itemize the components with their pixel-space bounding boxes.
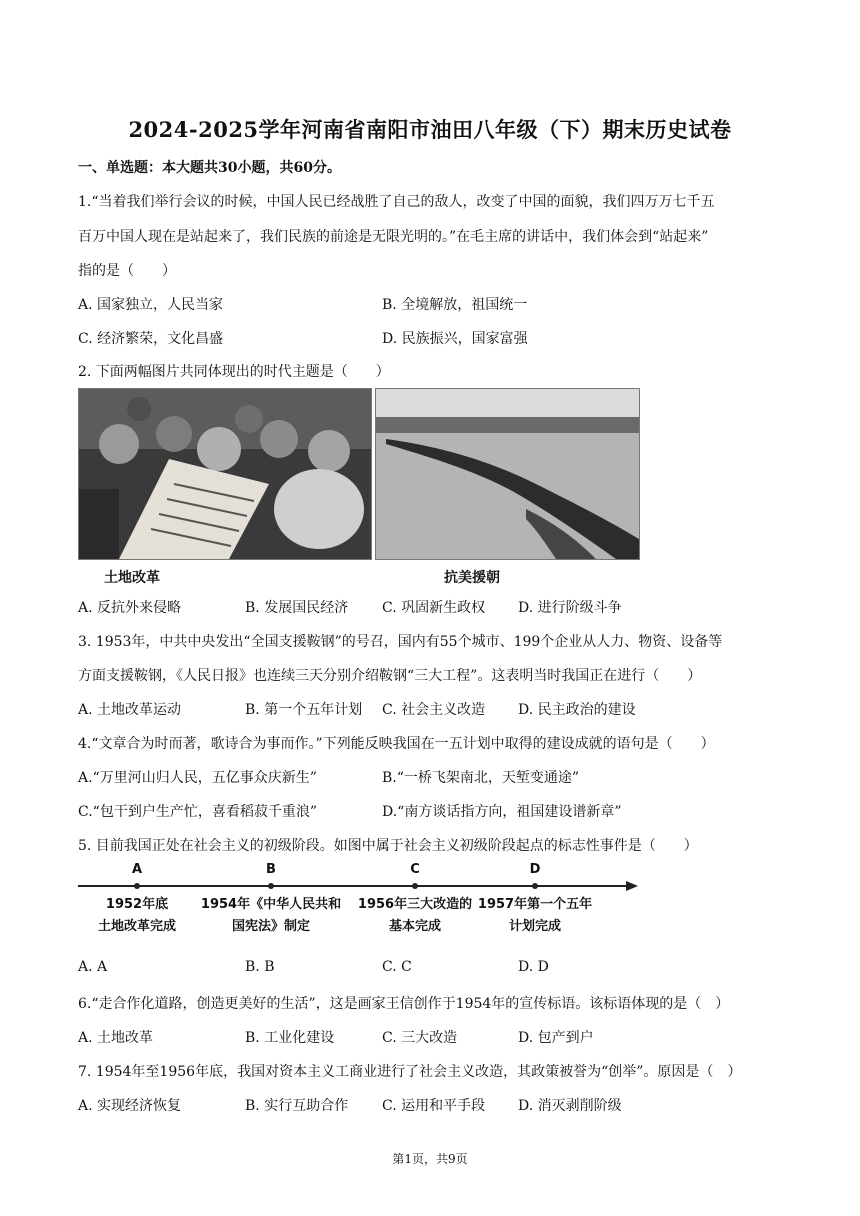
q5-option-b[interactable]: B. B xyxy=(245,959,275,975)
q4-line-1: 4.“文章合为时而著，歌诗合为事而作。”下列能反映我国在一五计划中取得的建设成就的语句是（ ） xyxy=(78,736,715,752)
timeline-letter-d: D xyxy=(529,862,541,877)
page-footer: 第1页，共9页 xyxy=(392,1152,468,1166)
q5-option-d[interactable]: D. D xyxy=(518,959,549,975)
q6-option-c[interactable]: C. 三大改造 xyxy=(382,1030,458,1046)
q2-option-d[interactable]: D. 进行阶级斗争 xyxy=(518,600,622,616)
q1-option-a[interactable]: A. 国家独立，人民当家 xyxy=(78,297,224,313)
q6-line-1: 6.“走合作化道路，创造更美好的生活”，这是画家王信创作于1954年的宣传标语。该标语体现的是（ ） xyxy=(78,996,730,1012)
q3-option-d[interactable]: D. 民主政治的建设 xyxy=(518,702,636,718)
q3-line-1: 3. 1953年，中共中央发出“全国支援鞍钢”的号召，国内有55个城市、199个企业从人力、物资、设备等 xyxy=(78,634,723,650)
timeline-letter-c: C xyxy=(410,862,420,877)
q4-option-c[interactable]: C.“包干到户生产忙，喜看稻菽千重浪” xyxy=(78,804,317,820)
q2-option-b[interactable]: B. 发展国民经济 xyxy=(245,600,349,616)
q6-option-b[interactable]: B. 工业化建设 xyxy=(245,1030,335,1046)
q1-line-2: 百万中国人现在是站起来了，我们民族的前途是无限光明的。”在毛主席的讲话中，我们体会到“站起来” xyxy=(78,229,709,245)
timeline-event-c-line1: 1956年三大改造的 xyxy=(357,897,473,912)
q7-option-a[interactable]: A. 实现经济恢复 xyxy=(78,1098,182,1114)
timeline-event-a-line1: 1952年底 xyxy=(105,897,169,912)
q7-option-d[interactable]: D. 消灭剥削阶级 xyxy=(518,1098,622,1114)
land-reform-photo-image xyxy=(79,389,371,559)
q7-line-1: 7. 1954年至1956年底，我国对资本主义工商业进行了社会主义改造，其政策被誉为“创举”。原因是（ ） xyxy=(78,1064,742,1080)
q1-option-c[interactable]: C. 经济繁荣，文化昌盛 xyxy=(78,331,224,347)
q6-options-row xyxy=(78,1027,784,1047)
section-heading: 一、单选题：本大题共30小题，共60分。 xyxy=(78,160,341,176)
q4-option-d[interactable]: D.“南方谈话指方向，祖国建设谱新章” xyxy=(382,804,622,820)
q4-options-row-1 xyxy=(78,767,784,787)
q1-options-row-2 xyxy=(78,328,784,348)
q1-options-row-1 xyxy=(78,294,784,314)
timeline-event-a-line2: 土地改革完成 xyxy=(97,919,177,934)
q4-option-a[interactable]: A.“万里河山归人民，五亿事众庆新生” xyxy=(78,770,317,786)
q5-option-a[interactable]: A. A xyxy=(78,959,108,975)
timeline-event-b-line2: 国宪法》制定 xyxy=(231,919,310,934)
q2-option-c[interactable]: C. 巩固新生政权 xyxy=(382,600,486,616)
korean-war-photo xyxy=(375,388,640,560)
q3-line-2: 方面支援鞍钢，《人民日报》也连续三天分别介绍鞍钢“三大工程”。这表明当时我国正在进行（ ） xyxy=(78,668,702,684)
timeline-letter-b: B xyxy=(266,862,276,877)
timeline-event-b xyxy=(201,894,341,938)
q3-option-b[interactable]: B. 第一个五年计划 xyxy=(245,702,363,718)
q5-options-row xyxy=(78,959,784,979)
caption-land-reform: 土地改革 xyxy=(104,570,160,586)
q7-options-row xyxy=(78,1095,784,1115)
q5-option-c[interactable]: C. C xyxy=(382,959,412,975)
q4-option-b[interactable]: B.“一桥飞架南北，天堑变通途” xyxy=(382,770,580,786)
timeline-event-d-line1: 1957年第一个五年 xyxy=(477,897,593,912)
timeline-event-c xyxy=(358,894,472,938)
exam-title: 2024-2025学年河南省南阳市油田八年级（下）期末历史试卷 xyxy=(128,117,732,142)
q1-line-1: 1.“当着我们举行会议的时候，中国人民已经战胜了自己的敌人，改变了中国的面貌，我们四万万七千五 xyxy=(78,194,715,210)
q3-option-a[interactable]: A. 土地改革运动 xyxy=(78,702,182,718)
q7-option-c[interactable]: C. 运用和平手段 xyxy=(382,1098,486,1114)
q6-option-d[interactable]: D. 包产到户 xyxy=(518,1030,594,1046)
q1-option-d[interactable]: D. 民族振兴，国家富强 xyxy=(382,331,528,347)
q4-options-row-2 xyxy=(78,801,784,821)
q3-option-c[interactable]: C. 社会主义改造 xyxy=(382,702,486,718)
timeline-letter-a: A xyxy=(131,862,143,877)
q7-option-b[interactable]: B. 实行互助合作 xyxy=(245,1098,349,1114)
q2-options-row xyxy=(78,597,784,617)
timeline-event-d-line2: 计划完成 xyxy=(508,919,561,934)
timeline-event-d xyxy=(478,894,592,938)
timeline-diagram xyxy=(78,862,648,952)
korean-war-photo-image xyxy=(376,389,639,559)
q3-options-row xyxy=(78,699,784,719)
caption-korean-war: 抗美援朝 xyxy=(444,570,500,586)
q1-option-b[interactable]: B. 全境解放，祖国统一 xyxy=(382,297,528,313)
q2-line-1: 2. 下面两幅图片共同体现出的时代主题是（ ） xyxy=(78,364,390,380)
q6-option-a[interactable]: A. 土地改革 xyxy=(78,1030,154,1046)
q2-option-a[interactable]: A. 反抗外来侵略 xyxy=(78,600,182,616)
timeline-event-c-line2: 基本完成 xyxy=(388,919,441,934)
timeline-event-a xyxy=(98,894,176,938)
q5-line-1: 5. 目前我国正处在社会主义的初级阶段。如图中属于社会主义初级阶段起点的标志性事件是（ ） xyxy=(78,838,698,854)
timeline-event-b-line1: 1954年《中华人民共和 xyxy=(200,897,342,912)
q1-line-3: 指的是（ ） xyxy=(78,263,176,279)
land-reform-photo xyxy=(78,388,372,560)
